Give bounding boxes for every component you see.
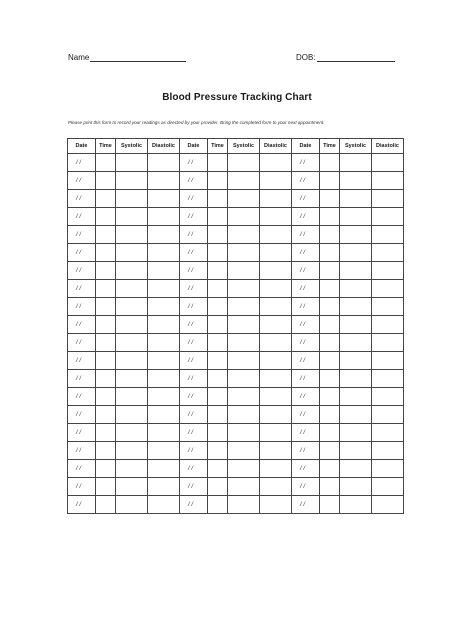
diastolic-cell[interactable]	[148, 316, 180, 334]
time-cell[interactable]	[320, 316, 340, 334]
diastolic-cell[interactable]	[372, 370, 404, 388]
diastolic-cell[interactable]	[260, 172, 292, 190]
date-cell[interactable]: / /	[180, 424, 208, 442]
date-cell[interactable]: / /	[292, 154, 320, 172]
systolic-cell[interactable]	[228, 190, 260, 208]
systolic-cell[interactable]	[340, 352, 372, 370]
systolic-cell[interactable]	[228, 406, 260, 424]
diastolic-cell[interactable]	[372, 406, 404, 424]
table-row	[68, 424, 404, 442]
date-cell[interactable]: / /	[180, 226, 208, 244]
systolic-cell[interactable]	[340, 154, 372, 172]
date-cell[interactable]: / /	[180, 298, 208, 316]
table-row	[68, 226, 404, 244]
systolic-cell[interactable]	[228, 262, 260, 280]
date-cell[interactable]: / /	[68, 352, 96, 370]
diastolic-cell[interactable]	[372, 208, 404, 226]
time-cell[interactable]	[320, 280, 340, 298]
diastolic-cell[interactable]	[148, 424, 180, 442]
date-cell[interactable]: / /	[292, 298, 320, 316]
systolic-cell[interactable]	[116, 262, 148, 280]
date-cell[interactable]: / /	[68, 154, 96, 172]
table-row	[68, 172, 404, 190]
date-cell[interactable]: / /	[292, 244, 320, 262]
date-cell[interactable]: / /	[68, 280, 96, 298]
date-cell[interactable]: / /	[292, 388, 320, 406]
systolic-cell[interactable]	[228, 442, 260, 460]
systolic-cell[interactable]	[340, 226, 372, 244]
date-cell[interactable]: / /	[292, 406, 320, 424]
date-cell[interactable]: / /	[68, 208, 96, 226]
time-cell[interactable]	[320, 190, 340, 208]
date-cell[interactable]: / /	[292, 424, 320, 442]
time-cell[interactable]	[320, 226, 340, 244]
column-header: Systolic	[340, 139, 372, 154]
systolic-cell[interactable]	[228, 388, 260, 406]
date-cell[interactable]: / /	[68, 478, 96, 496]
column-header: Time	[208, 139, 228, 154]
diastolic-cell[interactable]	[260, 280, 292, 298]
diastolic-cell[interactable]	[260, 352, 292, 370]
systolic-cell[interactable]	[340, 316, 372, 334]
diastolic-cell[interactable]	[372, 244, 404, 262]
diastolic-cell[interactable]	[148, 262, 180, 280]
table-row	[68, 478, 404, 496]
date-cell[interactable]: / /	[68, 172, 96, 190]
diastolic-cell[interactable]	[372, 298, 404, 316]
diastolic-cell[interactable]	[372, 190, 404, 208]
time-cell[interactable]	[208, 190, 228, 208]
date-cell[interactable]: / /	[292, 334, 320, 352]
date-cell[interactable]: / /	[292, 370, 320, 388]
time-cell[interactable]	[208, 334, 228, 352]
time-cell[interactable]	[320, 406, 340, 424]
table-row	[68, 262, 404, 280]
systolic-cell[interactable]	[228, 460, 260, 478]
date-cell[interactable]: / /	[180, 460, 208, 478]
systolic-cell[interactable]	[116, 334, 148, 352]
date-cell[interactable]: / /	[180, 388, 208, 406]
systolic-cell[interactable]	[340, 442, 372, 460]
table-row	[68, 460, 404, 478]
systolic-cell[interactable]	[116, 388, 148, 406]
systolic-cell[interactable]	[340, 280, 372, 298]
time-cell[interactable]	[208, 406, 228, 424]
table-header-row	[68, 139, 404, 154]
time-cell[interactable]	[208, 226, 228, 244]
time-cell[interactable]	[320, 370, 340, 388]
time-cell[interactable]	[208, 172, 228, 190]
systolic-cell[interactable]	[340, 334, 372, 352]
time-cell[interactable]	[320, 352, 340, 370]
time-cell[interactable]	[96, 406, 116, 424]
systolic-cell[interactable]	[228, 478, 260, 496]
time-cell[interactable]	[208, 280, 228, 298]
column-header: Diastolic	[260, 139, 292, 154]
table-row	[68, 370, 404, 388]
date-cell[interactable]: / /	[180, 352, 208, 370]
time-cell[interactable]	[96, 388, 116, 406]
systolic-cell[interactable]	[116, 352, 148, 370]
systolic-cell[interactable]	[340, 298, 372, 316]
table-row	[68, 298, 404, 316]
systolic-cell[interactable]	[116, 208, 148, 226]
time-cell[interactable]	[208, 442, 228, 460]
diastolic-cell[interactable]	[148, 208, 180, 226]
systolic-cell[interactable]	[228, 154, 260, 172]
dob-line[interactable]	[317, 53, 395, 62]
systolic-cell[interactable]	[228, 370, 260, 388]
systolic-cell[interactable]	[116, 244, 148, 262]
time-cell[interactable]	[208, 208, 228, 226]
time-cell[interactable]	[320, 154, 340, 172]
date-cell[interactable]: / /	[180, 334, 208, 352]
table-row	[68, 208, 404, 226]
systolic-cell[interactable]	[116, 370, 148, 388]
column-header: Date	[68, 139, 96, 154]
diastolic-cell[interactable]	[372, 172, 404, 190]
systolic-cell[interactable]	[116, 226, 148, 244]
systolic-cell[interactable]	[340, 208, 372, 226]
table-row	[68, 280, 404, 298]
diastolic-cell[interactable]	[260, 262, 292, 280]
date-cell[interactable]: / /	[180, 280, 208, 298]
systolic-cell[interactable]	[228, 424, 260, 442]
date-cell[interactable]: / /	[292, 352, 320, 370]
date-cell[interactable]: / /	[68, 460, 96, 478]
systolic-cell[interactable]	[340, 262, 372, 280]
diastolic-cell[interactable]	[148, 190, 180, 208]
time-cell[interactable]	[96, 298, 116, 316]
date-cell[interactable]: / /	[68, 190, 96, 208]
diastolic-cell[interactable]	[260, 442, 292, 460]
date-cell[interactable]: / /	[68, 334, 96, 352]
dob-field	[296, 53, 395, 62]
time-cell[interactable]	[96, 172, 116, 190]
name-line[interactable]	[90, 53, 186, 62]
time-cell[interactable]	[96, 478, 116, 496]
time-cell[interactable]	[96, 352, 116, 370]
systolic-cell[interactable]	[116, 478, 148, 496]
date-cell[interactable]: / /	[180, 154, 208, 172]
tracking-table	[67, 138, 404, 514]
date-cell[interactable]: / /	[180, 406, 208, 424]
date-cell[interactable]: / /	[180, 244, 208, 262]
table-row	[68, 388, 404, 406]
diastolic-cell[interactable]	[148, 172, 180, 190]
diastolic-cell[interactable]	[260, 226, 292, 244]
diastolic-cell[interactable]	[148, 442, 180, 460]
column-header: Systolic	[116, 139, 148, 154]
time-cell[interactable]	[96, 442, 116, 460]
time-cell[interactable]	[96, 154, 116, 172]
systolic-cell[interactable]	[340, 460, 372, 478]
diastolic-cell[interactable]	[372, 316, 404, 334]
column-header: Diastolic	[148, 139, 180, 154]
date-cell[interactable]: / /	[180, 478, 208, 496]
dob-label: DOB:	[296, 53, 316, 62]
systolic-cell[interactable]	[116, 496, 148, 514]
diastolic-cell[interactable]	[148, 154, 180, 172]
date-cell[interactable]: / /	[180, 496, 208, 514]
diastolic-cell[interactable]	[260, 388, 292, 406]
systolic-cell[interactable]	[228, 496, 260, 514]
diastolic-cell[interactable]	[372, 154, 404, 172]
time-cell[interactable]	[96, 334, 116, 352]
time-cell[interactable]	[320, 334, 340, 352]
systolic-cell[interactable]	[228, 316, 260, 334]
time-cell[interactable]	[96, 208, 116, 226]
date-cell[interactable]: / /	[180, 370, 208, 388]
diastolic-cell[interactable]	[372, 388, 404, 406]
diastolic-cell[interactable]	[260, 496, 292, 514]
systolic-cell[interactable]	[340, 406, 372, 424]
systolic-cell[interactable]	[340, 388, 372, 406]
diastolic-cell[interactable]	[372, 334, 404, 352]
date-cell[interactable]: / /	[180, 172, 208, 190]
time-cell[interactable]	[208, 496, 228, 514]
time-cell[interactable]	[208, 244, 228, 262]
date-cell[interactable]: / /	[180, 262, 208, 280]
column-header: Time	[320, 139, 340, 154]
time-cell[interactable]	[208, 316, 228, 334]
date-cell[interactable]: / /	[68, 442, 96, 460]
diastolic-cell[interactable]	[372, 496, 404, 514]
time-cell[interactable]	[320, 388, 340, 406]
date-cell[interactable]: / /	[292, 316, 320, 334]
time-cell[interactable]	[208, 298, 228, 316]
diastolic-cell[interactable]	[372, 424, 404, 442]
diastolic-cell[interactable]	[148, 496, 180, 514]
diastolic-cell[interactable]	[372, 262, 404, 280]
time-cell[interactable]	[320, 298, 340, 316]
date-cell[interactable]: / /	[68, 262, 96, 280]
table-row	[68, 352, 404, 370]
systolic-cell[interactable]	[116, 280, 148, 298]
diastolic-cell[interactable]	[260, 460, 292, 478]
time-cell[interactable]	[208, 262, 228, 280]
date-cell[interactable]: / /	[68, 406, 96, 424]
date-cell[interactable]: / /	[292, 208, 320, 226]
time-cell[interactable]	[208, 388, 228, 406]
time-cell[interactable]	[208, 460, 228, 478]
systolic-cell[interactable]	[340, 496, 372, 514]
systolic-cell[interactable]	[116, 424, 148, 442]
diastolic-cell[interactable]	[372, 226, 404, 244]
diastolic-cell[interactable]	[148, 298, 180, 316]
date-cell[interactable]: / /	[68, 244, 96, 262]
date-cell[interactable]: / /	[180, 190, 208, 208]
systolic-cell[interactable]	[228, 172, 260, 190]
date-cell[interactable]: / /	[292, 442, 320, 460]
time-cell[interactable]	[96, 316, 116, 334]
systolic-cell[interactable]	[228, 208, 260, 226]
table-row	[68, 442, 404, 460]
name-field	[68, 53, 186, 62]
date-cell[interactable]: / /	[68, 388, 96, 406]
systolic-cell[interactable]	[228, 226, 260, 244]
systolic-cell[interactable]	[340, 190, 372, 208]
table-row	[68, 244, 404, 262]
date-cell[interactable]: / /	[292, 226, 320, 244]
diastolic-cell[interactable]	[260, 244, 292, 262]
diastolic-cell[interactable]	[148, 478, 180, 496]
diastolic-cell[interactable]	[260, 406, 292, 424]
time-cell[interactable]	[208, 424, 228, 442]
systolic-cell[interactable]	[116, 442, 148, 460]
table-row	[68, 190, 404, 208]
diastolic-cell[interactable]	[148, 388, 180, 406]
time-cell[interactable]	[208, 154, 228, 172]
systolic-cell[interactable]	[116, 298, 148, 316]
systolic-cell[interactable]	[228, 334, 260, 352]
systolic-cell[interactable]	[340, 172, 372, 190]
systolic-cell[interactable]	[116, 406, 148, 424]
date-cell[interactable]: / /	[292, 280, 320, 298]
column-header: Diastolic	[372, 139, 404, 154]
time-cell[interactable]	[96, 244, 116, 262]
systolic-cell[interactable]	[340, 244, 372, 262]
diastolic-cell[interactable]	[260, 334, 292, 352]
date-cell[interactable]: / /	[68, 298, 96, 316]
systolic-cell[interactable]	[116, 172, 148, 190]
time-cell[interactable]	[96, 370, 116, 388]
diastolic-cell[interactable]	[148, 334, 180, 352]
column-header: Date	[292, 139, 320, 154]
time-cell[interactable]	[96, 496, 116, 514]
time-cell[interactable]	[320, 208, 340, 226]
column-header: Time	[96, 139, 116, 154]
table-row	[68, 154, 404, 172]
time-cell[interactable]	[208, 478, 228, 496]
systolic-cell[interactable]	[228, 244, 260, 262]
diastolic-cell[interactable]	[260, 298, 292, 316]
time-cell[interactable]	[320, 460, 340, 478]
diastolic-cell[interactable]	[372, 280, 404, 298]
date-cell[interactable]: / /	[292, 496, 320, 514]
diastolic-cell[interactable]	[372, 478, 404, 496]
diastolic-cell[interactable]	[260, 370, 292, 388]
diastolic-cell[interactable]	[148, 244, 180, 262]
diastolic-cell[interactable]	[372, 352, 404, 370]
date-cell[interactable]: / /	[68, 316, 96, 334]
systolic-cell[interactable]	[116, 316, 148, 334]
time-cell[interactable]	[208, 370, 228, 388]
diastolic-cell[interactable]	[372, 460, 404, 478]
time-cell[interactable]	[320, 478, 340, 496]
diastolic-cell[interactable]	[148, 352, 180, 370]
date-cell[interactable]: / /	[68, 496, 96, 514]
instructions-text: Please print this form to record your readings as directed by your provider. Bring the completed form to your next appointment.	[68, 120, 325, 125]
table-body	[68, 154, 404, 514]
systolic-cell[interactable]	[340, 478, 372, 496]
table-row	[68, 496, 404, 514]
date-cell[interactable]: / /	[68, 424, 96, 442]
diastolic-cell[interactable]	[148, 280, 180, 298]
date-cell[interactable]: / /	[292, 190, 320, 208]
systolic-cell[interactable]	[228, 298, 260, 316]
time-cell[interactable]	[320, 424, 340, 442]
table-row	[68, 334, 404, 352]
table-row	[68, 406, 404, 424]
diastolic-cell[interactable]	[148, 460, 180, 478]
date-cell[interactable]: / /	[292, 262, 320, 280]
diastolic-cell[interactable]	[260, 316, 292, 334]
systolic-cell[interactable]	[116, 460, 148, 478]
time-cell[interactable]	[96, 424, 116, 442]
date-cell[interactable]: / /	[68, 370, 96, 388]
time-cell[interactable]	[320, 244, 340, 262]
diastolic-cell[interactable]	[372, 442, 404, 460]
date-cell[interactable]: / /	[292, 460, 320, 478]
date-cell[interactable]: / /	[68, 226, 96, 244]
time-cell[interactable]	[96, 226, 116, 244]
time-cell[interactable]	[96, 280, 116, 298]
time-cell[interactable]	[320, 496, 340, 514]
page-title: Blood Pressure Tracking Chart	[162, 92, 312, 103]
systolic-cell[interactable]	[228, 352, 260, 370]
diastolic-cell[interactable]	[260, 208, 292, 226]
time-cell[interactable]	[96, 190, 116, 208]
time-cell[interactable]	[320, 172, 340, 190]
diastolic-cell[interactable]	[148, 406, 180, 424]
diastolic-cell[interactable]	[260, 478, 292, 496]
name-label: Name	[68, 53, 90, 62]
diastolic-cell[interactable]	[260, 154, 292, 172]
systolic-cell[interactable]	[116, 154, 148, 172]
systolic-cell[interactable]	[340, 370, 372, 388]
date-cell[interactable]: / /	[292, 478, 320, 496]
column-header: Systolic	[228, 139, 260, 154]
date-cell[interactable]: / /	[180, 208, 208, 226]
time-cell[interactable]	[96, 262, 116, 280]
date-cell[interactable]: / /	[180, 442, 208, 460]
diastolic-cell[interactable]	[260, 190, 292, 208]
systolic-cell[interactable]	[228, 280, 260, 298]
systolic-cell[interactable]	[340, 424, 372, 442]
table-row	[68, 316, 404, 334]
date-cell[interactable]: / /	[292, 172, 320, 190]
diastolic-cell[interactable]	[148, 226, 180, 244]
systolic-cell[interactable]	[116, 190, 148, 208]
time-cell[interactable]	[208, 352, 228, 370]
time-cell[interactable]	[320, 442, 340, 460]
diastolic-cell[interactable]	[148, 370, 180, 388]
time-cell[interactable]	[96, 460, 116, 478]
time-cell[interactable]	[320, 262, 340, 280]
diastolic-cell[interactable]	[260, 424, 292, 442]
column-header: Date	[180, 139, 208, 154]
date-cell[interactable]: / /	[180, 316, 208, 334]
